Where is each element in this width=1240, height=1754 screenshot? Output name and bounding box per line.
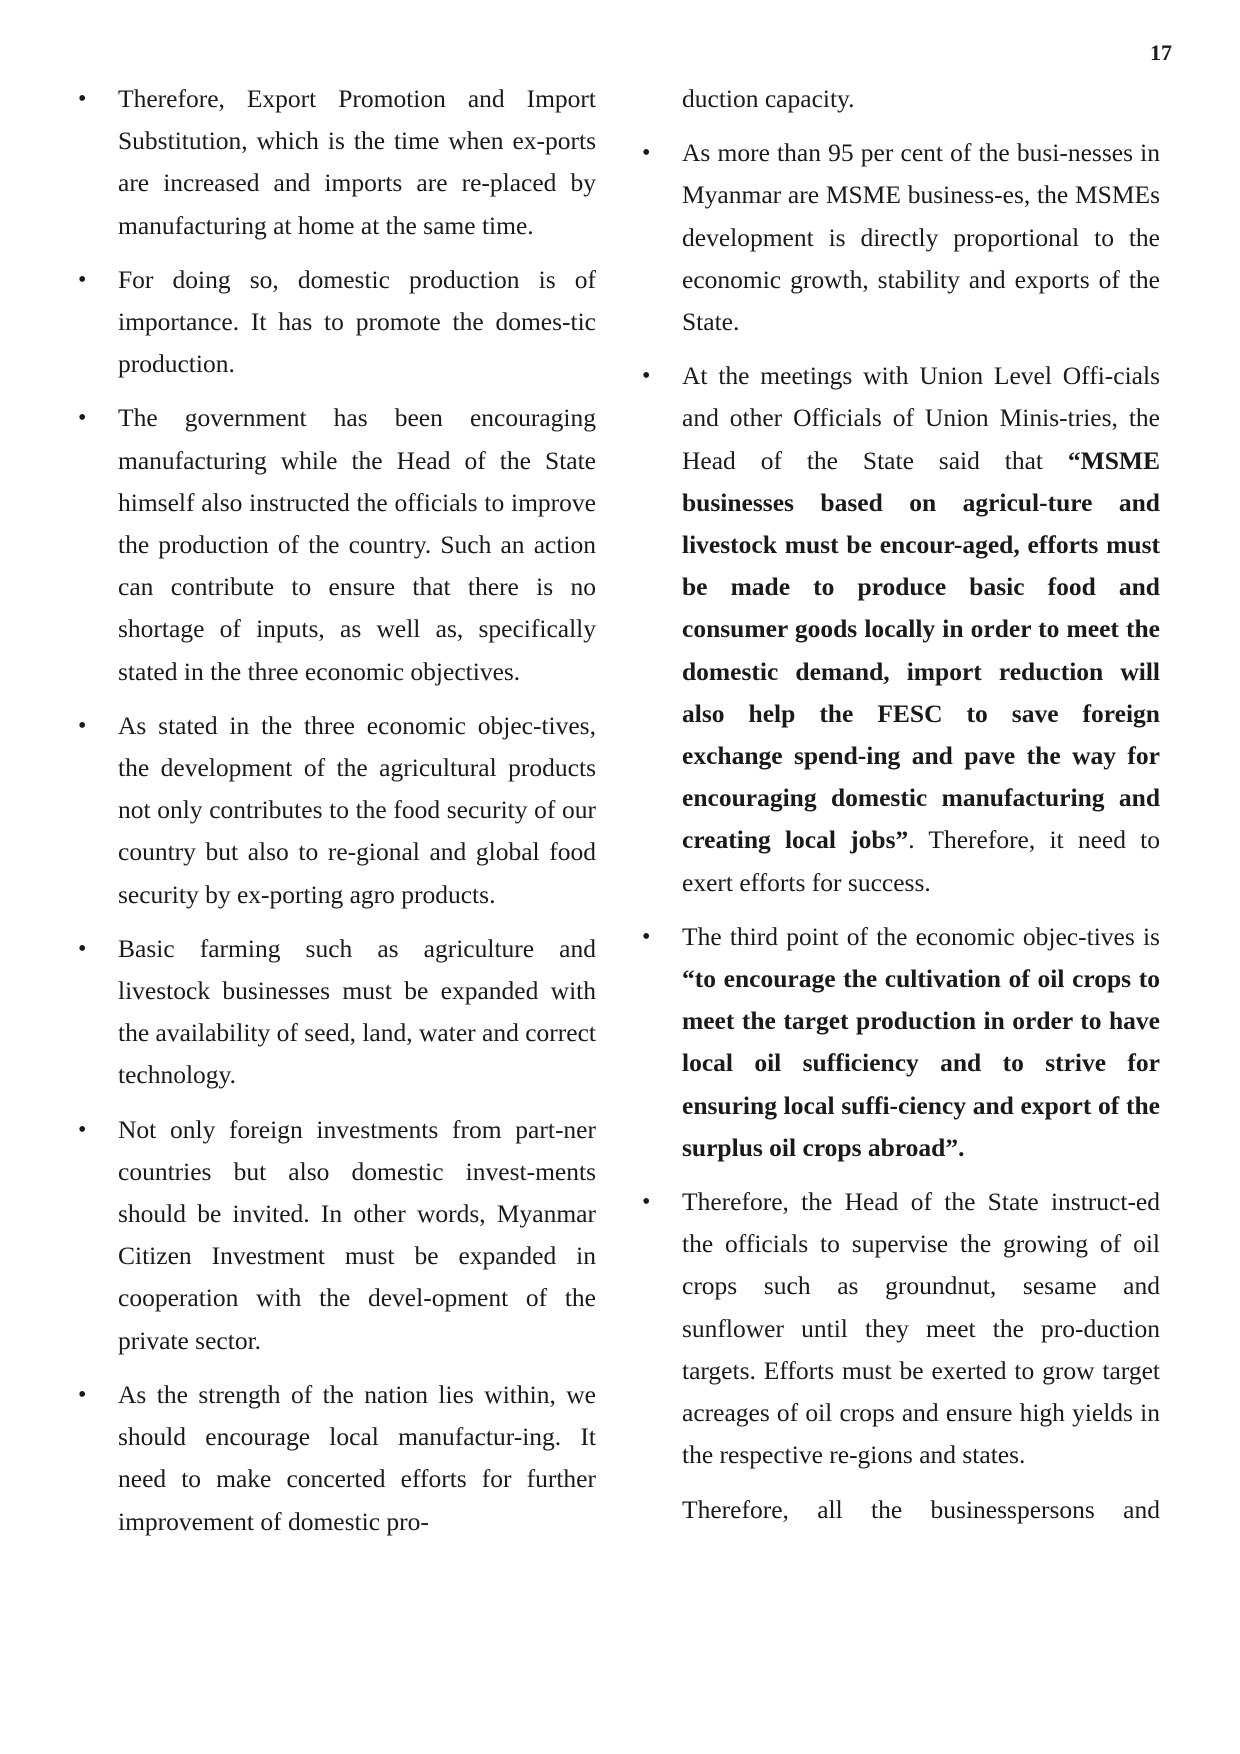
bullet-oil-crops-instruction: • Therefore, the Head of the State instruct-ed the officials to supervise the growing of oil crops such as groundnut, sesame and sunflower until they meet the pro-duction targets. Efforts must be exerted to grow target acreages of oil crops and ensure high yields in the respective re-gions and states. xyxy=(682,1181,1160,1476)
left-column xyxy=(118,78,596,1555)
left-bullet-list xyxy=(118,78,596,1543)
union-meetings-intro: At the meetings with Union Level Offi-cials and other Officials of Union Minis-tries, the Head of the State said that xyxy=(682,361,1160,475)
right-bullet-list xyxy=(682,132,1160,1476)
bullet-investments: • Not only foreign investments from part-ner countries but also domestic invest-ments should be invited. In other words, Myanmar Citizen Investment must be expanded in cooperation with the devel-opment of the private sector. xyxy=(118,1109,596,1362)
bullet-third-objective xyxy=(682,916,1160,1169)
bullet-export-promotion: • Therefore, Export Promotion and Import Substitution, which is the time when ex-ports are increased and imports are re-placed by manufacturing at home at the same time. xyxy=(118,78,596,247)
bullet-agricultural-development: • As stated in the three economic objec-tives, the development of the agricultural products not only contributes to the food security of our country but also to re-gional and global food security by ex-porting agro products. xyxy=(118,705,596,916)
bullet-local-manufacturing: • As the strength of the nation lies within, we should encourage local manufactur-ing. It need to make concerted efforts for further improvement of domestic pro- xyxy=(118,1374,596,1543)
right-column xyxy=(682,78,1160,1531)
bullet-domestic-production: • For doing so, domestic production is of importance. It has to promote the domes-tic production. xyxy=(118,259,596,386)
bullet-government-encouraging: • The government has been encouraging manufacturing while the Head of the State himself also instructed the officials to improve the production of the country. Such an action can contribute to ensure that there is no shortage of inputs, as well as, specifically stated in the three economic objectives. xyxy=(118,397,596,692)
continuation-text: duction capacity. xyxy=(682,84,855,113)
msme-quote: “MSME businesses based on agricul-ture and livestock must be encour-aged, efforts must be made to produce basic food and consumer goods locally in order to meet the domestic demand, import reduction will also help the FESC to save foreign exchange spend-ing and pave the way for encouraging domestic manufacturing and creating local jobs” xyxy=(682,445,1160,855)
page-number: 17 xyxy=(1150,40,1172,65)
third-objective-intro: The third point of the economic objec-tives is xyxy=(682,921,1160,951)
oil-crops-quote: “to encourage the cultivation of oil crops to meet the target production in order to have local oil sufficiency and to strive for ensuring local suffi-ciency and export of the surplus oil crops abroad”. xyxy=(682,964,1160,1162)
bullet-union-meetings xyxy=(682,355,1160,904)
bullet-basic-farming: • Basic farming such as agriculture and livestock businesses must be expanded with the availability of seed, land, water and correct technology. xyxy=(118,928,596,1097)
closing-paragraph: Therefore, all the businesspersons and xyxy=(682,1494,1160,1524)
union-meetings-outro: . Therefore, it need to exert efforts for success. xyxy=(682,825,1160,897)
bullet-msme-share: • As more than 95 per cent of the busi-nesses in Myanmar are MSME business-es, the MSMEs development is directly proportional to the economic growth, stability and exports of the State. xyxy=(682,132,1160,343)
